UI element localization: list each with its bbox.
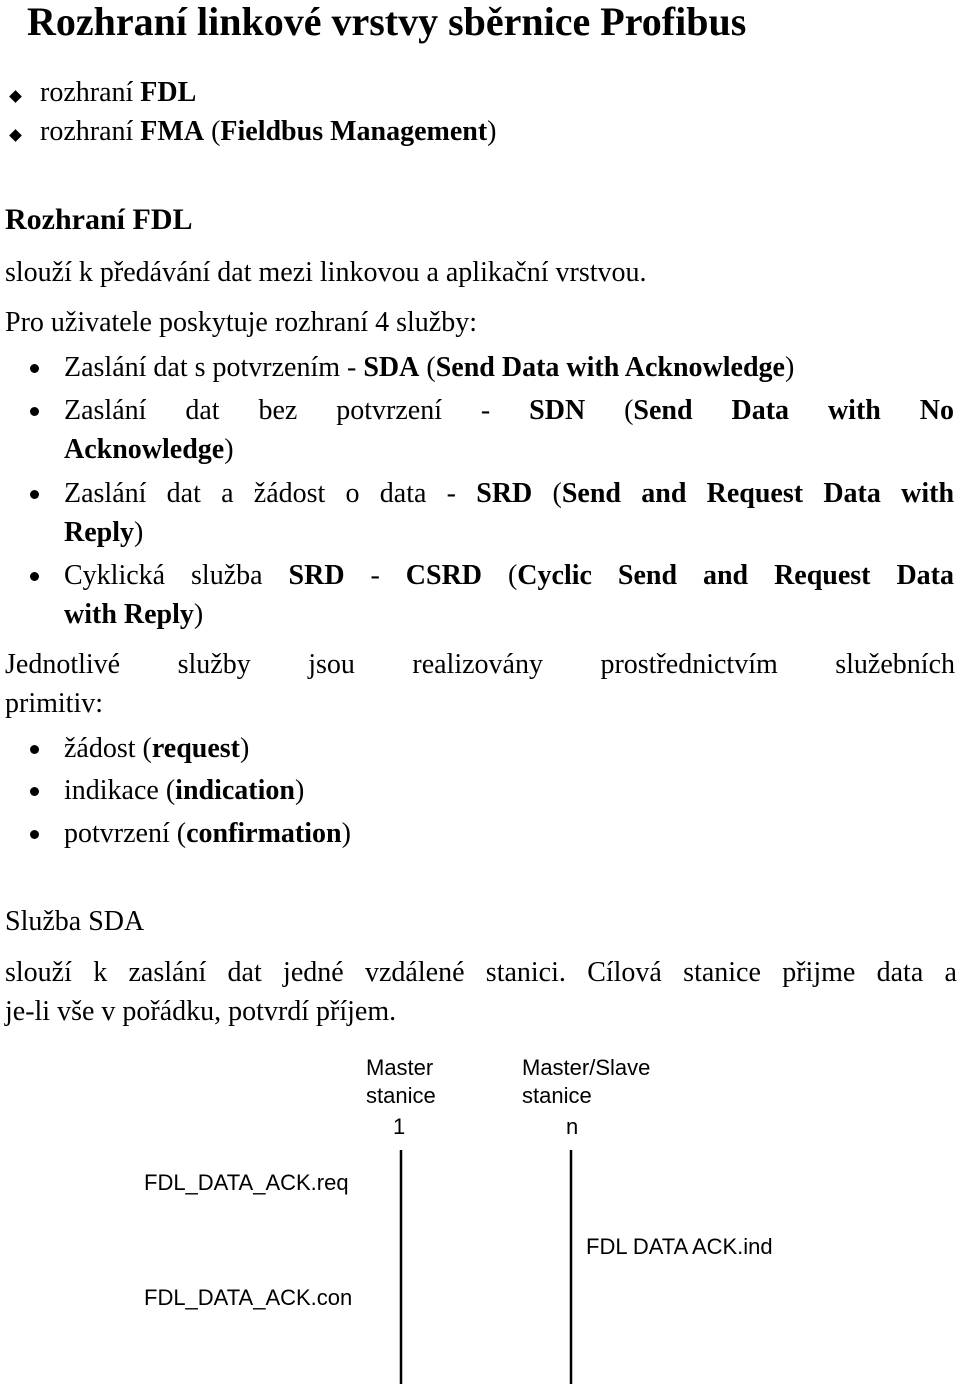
- list-item-fma: rozhraní FMA (Fieldbus Management): [40, 116, 497, 147]
- service-item-sdn-line2: Acknowledge): [64, 434, 234, 465]
- primitive-item-indication: indikace (indication): [64, 775, 305, 806]
- station-right-label2: stanice: [522, 1083, 592, 1108]
- list-item-fdl: rozhraní FDL: [40, 77, 197, 108]
- section-heading-fdl: Rozhraní FDL: [5, 203, 193, 236]
- bullet-icon: [30, 407, 39, 416]
- bullet-icon: [30, 490, 39, 499]
- message-req-label: FDL_DATA_ACK.req: [144, 1170, 349, 1195]
- service-item-csrd-line2: with Reply): [64, 599, 204, 630]
- service-item-sdn-line1: Zaslání dat bez potvrzení - SDN (Send Data with No: [64, 395, 954, 426]
- sda-text-line2: je-li vše v pořádku, potvrdí příjem.: [5, 996, 397, 1027]
- station-left-label2: stanice: [366, 1083, 436, 1108]
- station-left-id: 1: [393, 1114, 406, 1139]
- bullet-icon: [30, 787, 39, 796]
- diamond-bullet-icon: [9, 90, 22, 103]
- diamond-bullet-icon: [9, 129, 22, 142]
- service-item-csrd-line1: Cyklická služba SRD - CSRD (Cyclic Send and Request Data: [64, 560, 955, 591]
- services-intro-text: Pro uživatele poskytuje rozhraní 4 služby:: [5, 307, 477, 338]
- message-ind-label: FDL DATA ACK.ind: [586, 1234, 773, 1259]
- sda-text-line1: slouží k zaslání dat jedné vzdálené stanici. Cílová stanice přijme data a: [5, 957, 957, 988]
- service-item-srd-line2: Reply): [64, 517, 144, 548]
- primitive-item-request: žádost (request): [64, 733, 250, 764]
- page-title: Rozhraní linkové vrstvy sběrnice Profibus: [27, 0, 747, 44]
- station-right-label: Master/Slave: [522, 1055, 651, 1080]
- message-con-label: FDL_DATA_ACK.con: [144, 1285, 353, 1310]
- primitives-intro-line1: Jednotlivé služby jsou realizovány prostřednictvím služebních: [5, 649, 955, 680]
- section-heading-sda: Služba SDA: [5, 906, 145, 937]
- bullet-icon: [30, 745, 39, 754]
- bullet-icon: [30, 830, 39, 839]
- station-left-label: Master: [366, 1055, 434, 1080]
- primitive-item-confirmation: potvrzení (confirmation): [64, 818, 351, 849]
- fdl-intro-text: slouží k předávání dat mezi linkovou a aplikační vrstvou.: [5, 257, 647, 288]
- service-item-sda: Zaslání dat s potvrzením - SDA (Send Data with Acknowledge): [64, 352, 795, 383]
- station-right-id: n: [566, 1114, 579, 1139]
- bullet-icon: [30, 572, 39, 581]
- service-item-srd-line1: Zaslání dat a žádost o data - SRD (Send and Request Data with: [64, 478, 955, 509]
- primitives-intro-line2: primitiv:: [5, 688, 103, 719]
- bullet-icon: [30, 364, 39, 373]
